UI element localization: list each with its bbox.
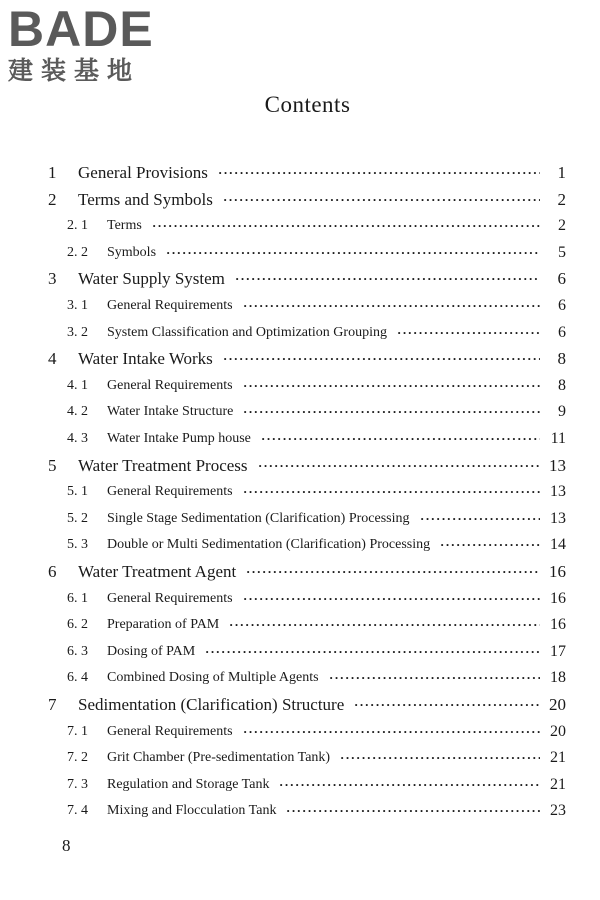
toc-entry-title: Water Intake Pump house: [107, 431, 251, 446]
dot-leader: [223, 346, 540, 372]
toc-entry-title: Water Supply System: [78, 269, 225, 289]
toc-entry[interactable]: [0, 479, 600, 505]
toc-entry[interactable]: [0, 772, 600, 798]
dot-leader: [420, 506, 540, 532]
toc-entry-number: 3. 2: [67, 324, 88, 340]
logo-text: BADE: [8, 1, 154, 57]
toc-entry[interactable]: [0, 346, 600, 372]
dot-leader: [243, 373, 540, 399]
toc-entry[interactable]: [0, 506, 600, 532]
toc-entry-title: General Requirements: [107, 590, 233, 606]
dot-leader: [243, 399, 540, 425]
toc-entry-title: Water Treatment Agent: [78, 562, 237, 581]
dot-leader: [354, 692, 540, 718]
toc-entry-title: System Classification and Optimization Grouping: [107, 324, 387, 340]
toc-entry-title: Mixing and Flocculation Tank: [107, 803, 277, 819]
toc-entry-number: 7. 4: [67, 803, 88, 819]
dot-leader: [261, 426, 540, 452]
dot-leader: [223, 187, 540, 213]
toc-entry[interactable]: [0, 612, 600, 638]
toc-entry-title: Grit Chamber (Pre-sedimentation Tank): [107, 750, 331, 766]
toc-entry-page: 6: [558, 323, 566, 341]
toc-entry[interactable]: [0, 798, 600, 824]
toc-entry-title: Symbols: [107, 244, 157, 260]
toc-entry-number: 2. 1: [67, 218, 88, 234]
toc-entry-title: General Requirements: [107, 484, 233, 500]
dot-leader: [152, 213, 540, 239]
toc-entry-title: General Requirements: [107, 298, 233, 313]
toc-entry[interactable]: [0, 692, 600, 718]
toc-entry-title: Water Intake Structure: [107, 404, 234, 420]
toc-entry-title: Water Treatment Process: [78, 455, 248, 475]
toc-entry-title: Sedimentation (Clarification) Structure: [78, 695, 345, 714]
toc-entry-page: 14: [550, 536, 566, 554]
toc-entry[interactable]: [0, 293, 600, 319]
toc-entry-page: 20: [550, 722, 566, 740]
toc-entry-page: 2: [557, 189, 566, 209]
toc-entry-title: Combined Dosing of Multiple Agents: [107, 670, 319, 686]
toc-entry-title: General Provisions: [78, 163, 208, 182]
toc-entry[interactable]: [0, 559, 600, 585]
dot-leader: [243, 586, 540, 612]
toc-entry-number: 6. 1: [67, 590, 88, 606]
toc-entry[interactable]: [0, 665, 600, 691]
toc-entry-title: Terms: [107, 218, 142, 234]
toc-entry[interactable]: [0, 399, 600, 425]
dot-leader: [205, 639, 540, 665]
toc-entry-title: General Requirements: [107, 377, 233, 393]
toc-entry-number: 5. 2: [67, 510, 88, 526]
toc-entry[interactable]: [0, 187, 600, 213]
toc-entry-title: Terms and Symbols: [78, 189, 213, 209]
toc-entry-number: 2. 2: [67, 244, 88, 260]
toc-entry[interactable]: [0, 266, 600, 292]
dot-leader: [166, 240, 540, 266]
toc-entry-number: 7. 1: [67, 723, 88, 739]
toc-entry-title: Dosing of PAM: [107, 643, 196, 659]
toc-entry-number: 5. 1: [67, 484, 88, 500]
toc-entry-number: 7: [48, 695, 57, 714]
toc-entry[interactable]: [0, 719, 600, 745]
toc-entry-number: 6: [48, 562, 57, 581]
toc-entry-page: 21: [550, 775, 566, 793]
toc-entry-number: 2: [48, 189, 57, 209]
dot-leader: [229, 612, 540, 638]
toc-entry-number: 5: [48, 455, 57, 475]
toc-entry[interactable]: [0, 426, 600, 452]
toc-entry-number: 1: [48, 163, 57, 182]
toc-entry-page: 13: [550, 483, 566, 501]
dot-leader: [340, 745, 540, 771]
bade-logo: [8, 1, 178, 86]
toc-entry-page: 16: [550, 589, 566, 607]
toc-entry-page: 2: [558, 217, 566, 235]
dot-leader: [397, 320, 540, 346]
toc-entry[interactable]: [0, 532, 600, 558]
dot-leader: [258, 453, 540, 479]
toc-entry-page: 21: [550, 749, 566, 767]
toc-entry-page: 23: [550, 802, 566, 820]
toc-entry-page: 8: [558, 376, 566, 394]
toc-entry-number: 4: [48, 349, 57, 369]
toc-entry-page: 1: [557, 163, 566, 182]
toc-entry-title: Regulation and Storage Tank: [107, 776, 270, 792]
toc-entry-number: 3. 1: [67, 298, 88, 313]
toc-entry-page: 6: [558, 297, 566, 314]
toc-entry-number: 7. 3: [67, 776, 88, 792]
toc-entry[interactable]: [0, 639, 600, 665]
toc-entry-page: 17: [550, 642, 566, 660]
toc-entry-page: 16: [550, 616, 566, 634]
toc-entry-page: 20: [549, 695, 566, 714]
page-number: 8: [62, 836, 71, 855]
dot-leader: [243, 719, 540, 745]
toc-entry-number: 5. 3: [67, 537, 88, 553]
contents-heading: Contents: [264, 92, 351, 117]
toc-entry-page: 13: [550, 509, 566, 527]
toc-entry-page: 6: [557, 269, 566, 289]
toc-entry-page: 5: [558, 243, 566, 261]
toc-entry[interactable]: [0, 745, 600, 771]
toc-entry[interactable]: [0, 453, 600, 479]
toc-entry-title: Single Stage Sedimentation (Clarification) Processing: [107, 510, 410, 526]
toc-entry-title: Double or Multi Sedimentation (Clarification) Processing: [107, 537, 431, 553]
dot-leader: [218, 160, 540, 186]
toc-entry[interactable]: [0, 320, 600, 346]
toc-entry-page: 8: [557, 349, 566, 369]
dot-leader: [243, 293, 540, 319]
toc-entry-number: 3: [48, 269, 57, 289]
dot-leader: [243, 479, 540, 505]
dot-leader: [246, 559, 540, 585]
toc-entry[interactable]: [0, 373, 600, 399]
toc-entry-page: 18: [550, 669, 566, 687]
toc-entry-number: 6. 2: [67, 617, 88, 633]
toc-entry-title: Preparation of PAM: [107, 617, 220, 633]
toc-entry[interactable]: [0, 240, 600, 266]
dot-leader: [286, 798, 540, 824]
toc-entry-page: 11: [550, 430, 566, 447]
toc-entry[interactable]: [0, 213, 600, 239]
toc-entry-number: 4. 3: [67, 431, 88, 446]
toc-entry-number: 6. 3: [67, 643, 88, 659]
toc-entry[interactable]: [0, 160, 600, 186]
toc-entry-number: 7. 2: [67, 750, 88, 766]
toc-entry[interactable]: [0, 586, 600, 612]
toc-entry-title: Water Intake Works: [78, 349, 213, 369]
dot-leader: [235, 266, 540, 292]
logo-subtitle: 建装基地: [8, 56, 141, 85]
dot-leader: [329, 665, 540, 691]
toc-entry-page: 13: [549, 455, 566, 475]
toc-entry-title: General Requirements: [107, 723, 233, 739]
toc-entry-number: 4. 2: [67, 404, 88, 420]
toc-entry-number: 6. 4: [67, 670, 88, 686]
dot-leader: [440, 532, 540, 558]
toc-entry-page: 9: [558, 403, 566, 421]
toc-entry-number: 4. 1: [67, 377, 88, 393]
toc-entry-page: 16: [549, 562, 566, 581]
dot-leader: [279, 772, 540, 798]
